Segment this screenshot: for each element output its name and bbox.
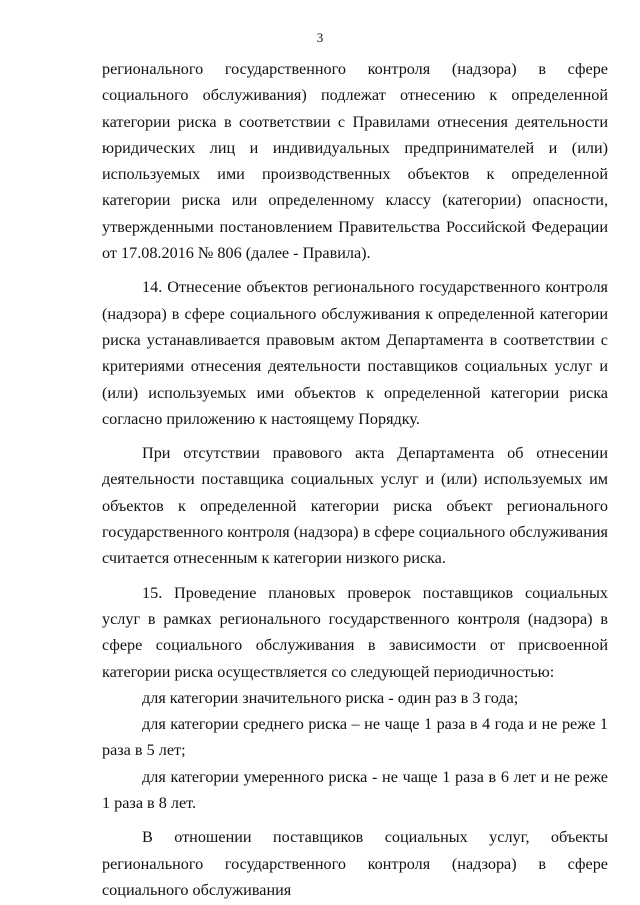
paragraph-14: 14. Отнесение объектов регионального государственного контроля (надзора) в сфере социального обслуживания к определенной категории риска устанавливается правовым актом Департамента в соответствии с критериями отнесения деятельности поставщиков социальных услуг и (или) используемых ими объектов к определенной категории риска согласно приложению к настоящему Порядку. <box>102 278 608 428</box>
list-item-medium-risk: для категории среднего риска – не чаще 1 раза в 4 года и не реже 1 раза в 5 лет; <box>102 715 608 760</box>
paragraph-continuation: регионального государственного контроля (надзора) в сфере социального обслуживания) подлежат отнесению к определенной категории риска в соответствии с Правилами отнесения деятельности юридических лиц и индивидуальных предпринимателей и (или) используемых ими производственных объектов к определенной категории риска или определенному классу (категории) опасности, утвержденными постановлением Правительства Российской Федерации от 17.08.2016 № 806 (далее - Правила). <box>102 60 608 263</box>
list-item-moderate-risk: для категории умеренного риска - не чаще 1 раза в 6 лет и не реже 1 раза в 8 лет. <box>102 767 608 813</box>
paragraph-15: 15. Проведение плановых проверок поставщиков социальных услуг в рамках регионального государственного контроля (надзора) в сфере социального обслуживания в зависимости от присвоенной категории риска осуществляется со следующей периодичностью: <box>102 583 608 681</box>
page-number: 3 <box>316 30 324 45</box>
paragraph-regarding-providers: В отношении поставщиков социальных услуг, объекты регионального государственного контроля (надзора) в сфере социального обслуживания <box>102 828 608 899</box>
document-body <box>102 56 608 903</box>
list-item-significant-risk: для категории значительного риска - один раз в 3 года; <box>142 688 519 707</box>
paragraph-no-act: При отсутствии правового акта Департамента об отнесении деятельности поставщика социальных услуг и (или) используемых им объектов к определенной категории риска объект регионального государственного контроля (надзора) в сфере социального обслуживания считается отнесенным к категории низкого риска. <box>102 444 608 568</box>
